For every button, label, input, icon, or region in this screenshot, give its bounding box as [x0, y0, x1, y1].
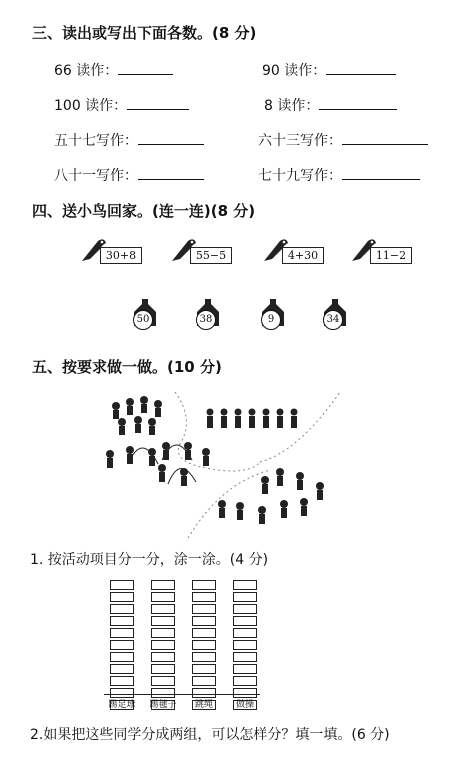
section3-title: 三、读出或写出下面各数。(8 分) — [32, 24, 257, 42]
read-8-item — [264, 95, 397, 115]
read-100-label: 100 读作： — [54, 98, 128, 114]
write-63-blank[interactable] — [342, 130, 428, 145]
house-1[interactable] — [130, 298, 160, 328]
bird-card-3[interactable] — [262, 235, 344, 261]
write-81-item — [54, 165, 204, 185]
write-63-item — [258, 130, 428, 150]
read-8-blank[interactable] — [319, 95, 397, 110]
section4-title: 四、送小鸟回家。(连一连)(8 分) — [32, 202, 256, 220]
write-57-item — [54, 130, 204, 150]
read-90-blank[interactable] — [326, 60, 396, 75]
house-3[interactable] — [258, 298, 288, 328]
activity-label-4: 做操 — [235, 700, 254, 710]
bird-card-4[interactable] — [350, 235, 432, 261]
activity-label-2: 踢毽子 — [149, 700, 177, 710]
bird-expression: 30+8 — [100, 247, 142, 264]
bird-card-2[interactable] — [170, 235, 252, 261]
bird-expression: 55−5 — [190, 247, 232, 264]
read-8-label: 8 读作： — [264, 98, 320, 114]
read-90-item — [262, 60, 396, 80]
bird-expression: 4+30 — [282, 247, 324, 264]
activity-column-4[interactable] — [233, 580, 257, 712]
house-number: 9 — [261, 310, 281, 330]
write-79-item — [258, 165, 420, 185]
activity-label-3: 跳绳 — [194, 700, 213, 710]
activity-column-3[interactable] — [192, 580, 216, 712]
section5-title: 五、按要求做一做。(10 分) — [32, 358, 222, 376]
children-activities-illustration — [100, 392, 365, 540]
house-4[interactable] — [320, 298, 350, 328]
bird-expression: 11−2 — [370, 247, 412, 264]
write-63-label: 六十三写作： — [258, 133, 342, 149]
chart-baseline — [104, 694, 260, 695]
question-2: 2.如果把这些同学分成两组，可以怎样分？填一填。(6 分) — [30, 727, 390, 743]
write-79-label: 七十九写作： — [258, 168, 342, 184]
read-66-blank[interactable] — [118, 60, 173, 75]
activity-label-1: 踢足球 — [108, 700, 136, 710]
write-57-blank[interactable] — [138, 130, 204, 145]
house-number: 34 — [323, 310, 343, 330]
read-66-item — [54, 60, 173, 80]
read-66-label: 66 读作： — [54, 63, 119, 79]
read-100-blank[interactable] — [127, 95, 189, 110]
read-90-label: 90 读作： — [262, 63, 327, 79]
house-2[interactable] — [193, 298, 223, 328]
house-number: 50 — [133, 310, 153, 330]
write-57-label: 五十七写作： — [54, 133, 138, 149]
bird-card-1[interactable] — [80, 235, 162, 261]
question-1: 1. 按活动项目分一分，涂一涂。(4 分) — [30, 552, 269, 568]
write-79-blank[interactable] — [342, 165, 420, 180]
write-81-label: 八十一写作： — [54, 168, 138, 184]
house-number: 38 — [196, 310, 216, 330]
activity-column-1[interactable] — [110, 580, 134, 712]
activity-column-2[interactable] — [151, 580, 175, 712]
read-100-item — [54, 95, 189, 115]
write-81-blank[interactable] — [138, 165, 204, 180]
